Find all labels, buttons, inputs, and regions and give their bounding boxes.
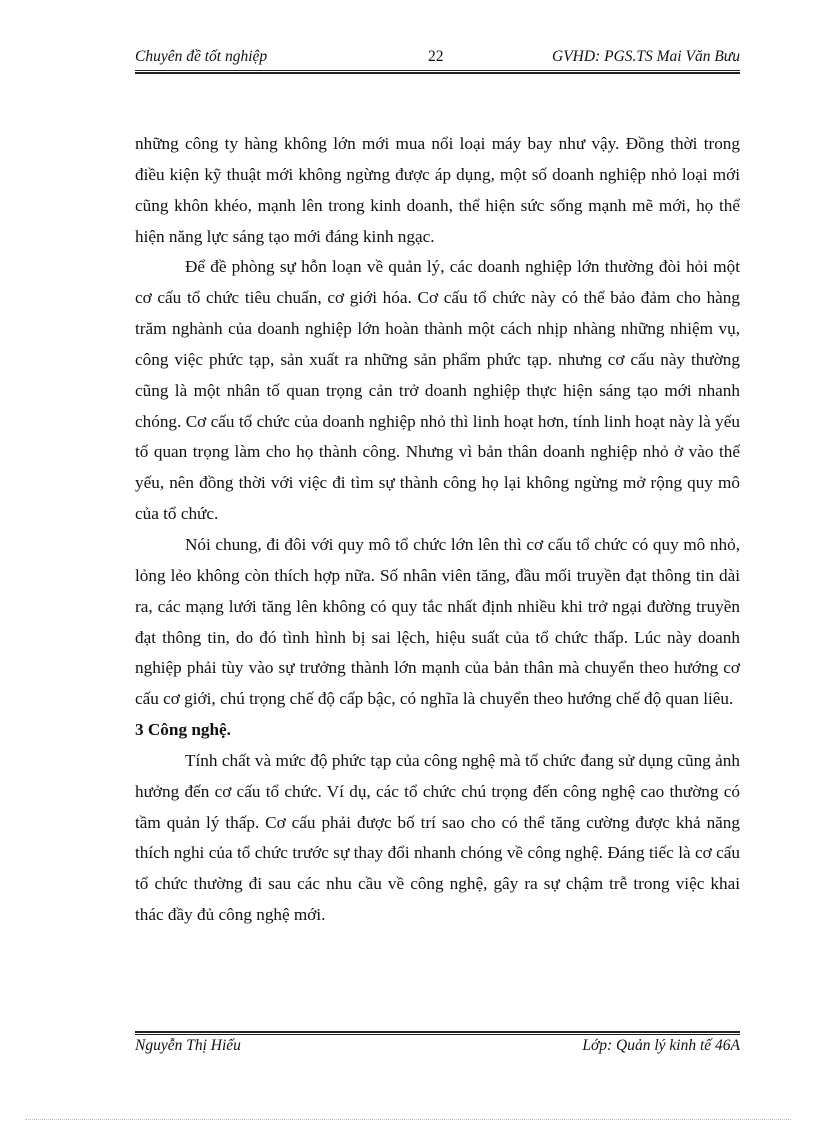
paragraph-4: Tính chất và mức độ phức tạp của công nghệ mà tổ chức đang sử dụng cũng ảnh hưởng đến cơ cấu tổ chức. Ví dụ, các tổ chức chú trọng đến công nghệ cao thường có tầm quản lý thấp. Cơ cấu phải được bố trí sao cho có thể tăng cường được khả năng thích nghi của tổ chức trước sự thay đổi nhanh chóng về công nghệ. Đáng tiếc là cơ cấu tổ chức thường đi sau các nhu cầu về công nghệ, gây ra sự chậm trễ trong việc khai thác đầy đủ công nghệ mới. (135, 750, 740, 925)
paragraph-3: Nói chung, đi đôi với quy mô tổ chức lớn lên thì cơ cấu tổ chức có quy mô nhỏ, lỏng lẻo không còn thích hợp nữa. Số nhân viên tăng, đầu mối truyền đạt thông tin dài ra, các mạng lưới tăng lên không có quy tắc nhất định nhiều khi trở ngại đường truyền đạt thông tin, do đó tình hình bị sai lệch, hiệu suất của tổ chức thấp. Lúc này doanh nghiệp phải tùy vào sự trưởng thành lớn mạnh của bản thân mà chuyển theo hướng cơ cấu cơ giới, chú trọng chế độ cấp bậc, có nghĩa là chuyển theo hướng chế độ quan liêu. (135, 534, 740, 709)
page-number: 22 (428, 48, 444, 65)
header-divider (135, 70, 740, 74)
page-footer (135, 1037, 740, 1059)
footer-class: Lớp: Quản lý kinh tế 46A (582, 1037, 740, 1054)
page-header (135, 48, 740, 70)
paragraph-1: những công ty hàng không lớn mới mua nổi loại máy bay như vậy. Đồng thời trong điều kiện kỹ thuật mới không ngừng được áp dụng, một số doanh nghiệp nhỏ loại mới cũng khôn khéo, mạnh lên trong kinh doanh, thể hiện sức sống mạnh mẽ mới, họ thể hiện năng lực sáng tạo mới đáng kinh ngạc. (135, 134, 740, 246)
header-document-type: Chuyên đề tốt nghiệp (135, 48, 268, 65)
paragraph-2: Để đề phòng sự hỗn loạn về quản lý, các doanh nghiệp lớn thường đòi hỏi một cơ cấu tổ chức tiêu chuẩn, cơ giới hóa. Cơ cấu tổ chức này có thể bảo đảm cho hàng trăm nghành của doanh nghiệp lớn hoàn thành một cách nhịp nhàng những nhiệm vụ, công việc phức tạp, sản xuất ra những sản phẩm phức tạp. nhưng cơ cấu này thường cũng là một nhân tố quan trọng cản trở doanh nghiệp thực hiện sáng tạo mới nhanh chóng. Cơ cấu tổ chức của doanh nghiệp nhỏ thì linh hoạt hơn, tính linh hoạt này là yếu tố quan trọng làm cho họ thành công. Nhưng vì bản thân doanh nghiệp nhỏ ở vào thế yếu, nên đồng thời với việc đi tìm sự thành công họ lại không ngừng mở rộng quy mô của tổ chức. (135, 257, 740, 524)
page-edge-dotted-line (25, 1119, 791, 1120)
header-supervisor: GVHD: PGS.TS Mai Văn Bưu (552, 48, 740, 65)
document-body (135, 129, 740, 931)
footer-author: Nguyễn Thị Hiếu (135, 1037, 241, 1054)
section-heading: 3 Công nghệ. (135, 720, 231, 740)
footer-divider (135, 1031, 740, 1035)
